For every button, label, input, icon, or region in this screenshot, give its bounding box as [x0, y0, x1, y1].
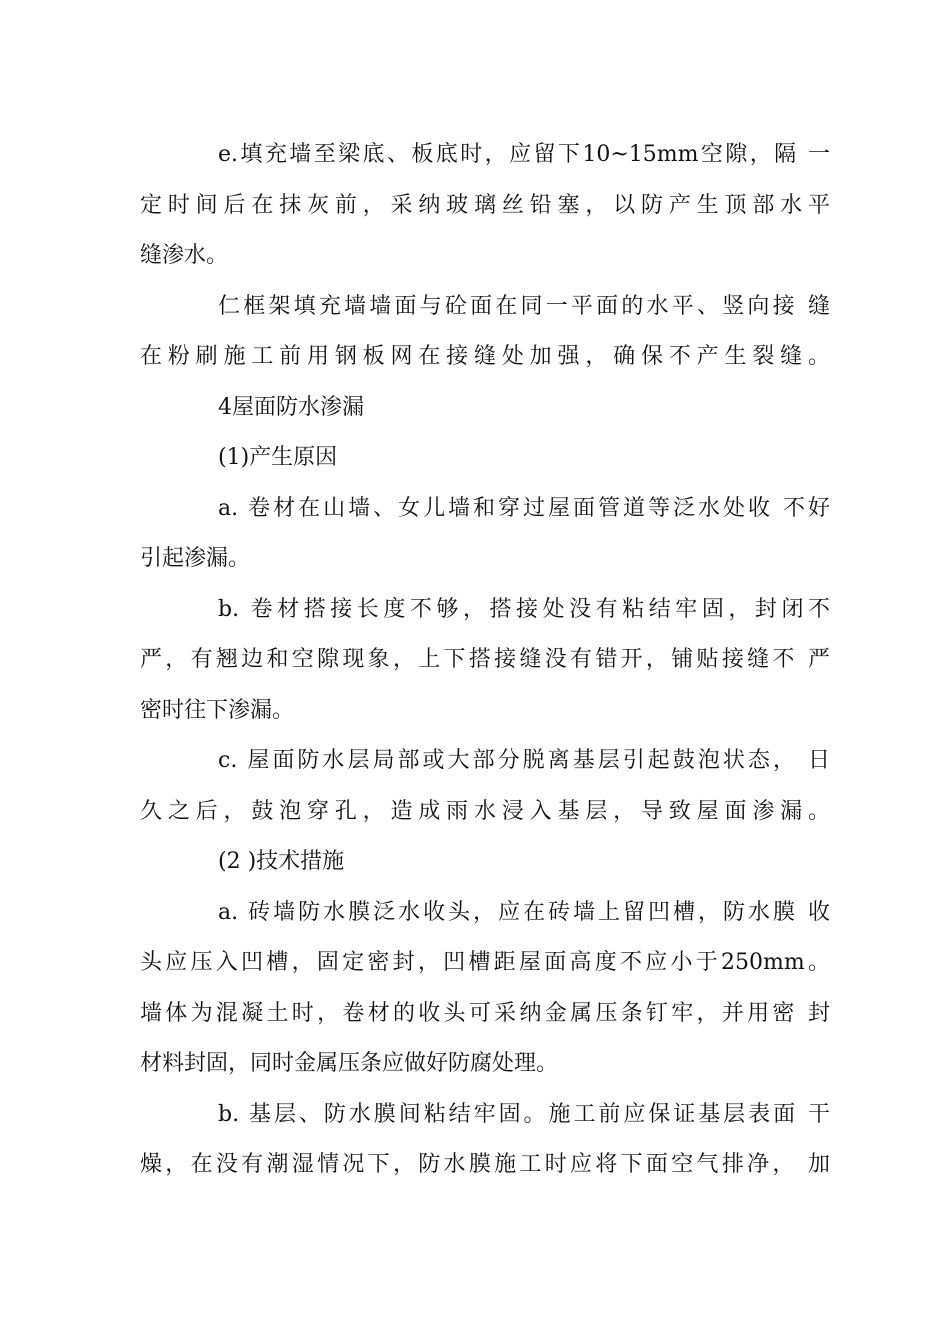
paragraph-c-line-1: c. 屋面防水层局部或大部分脱离基层引起鼓泡状态， 日	[218, 748, 830, 773]
measure-b-line-1: b. 基层、防水膜间粘结牢固。施工前应保证基层表面 干	[218, 1102, 830, 1127]
paragraph-b-line-3: 密时往下渗漏。	[140, 698, 295, 723]
paragraph-a-line-1: a. 卷材在山墙、女儿墙和穿过屋面管道等泛水处收 不好	[218, 496, 830, 521]
subheading-measures: (2 )技术措施	[218, 849, 345, 874]
paragraph-c-line-2: 久之后，鼓泡穿孔，造成雨水浸入基层，导致屋面渗漏。	[140, 799, 830, 824]
paragraph-frame-line-2: 在粉刷施工前用钢板网在接缝处加强，确保不产生裂缝。	[140, 344, 830, 369]
measure-a-line-3: 墙体为混凝土时，卷材的收头可采纳金属压条钉牢，并用密 封	[140, 1001, 830, 1026]
measure-b-line-2: 燥，在没有潮湿情况下，防水膜施工时应将下面空气排净， 加	[140, 1152, 830, 1177]
section-heading-roof-leak: 4屋面防水渗漏	[218, 395, 364, 420]
paragraph-e-line-1: e.填充墙至梁底、板底时，应留下10~15mm空隙，隔 一	[218, 142, 830, 167]
paragraph-b-line-2: 严，有翘边和空隙现象，上下搭接缝没有错开，铺贴接缝不 严	[140, 647, 830, 672]
paragraph-b-line-1: b. 卷材搭接长度不够，搭接处没有粘结牢固，封闭不	[218, 597, 830, 622]
measure-a-line-2: 头应压入凹槽，固定密封，凹槽距屋面高度不应小于250mm。	[140, 950, 830, 975]
paragraph-frame-line-1: 仁框架填充墙墙面与砼面在同一平面的水平、竖向接 缝	[218, 294, 830, 319]
subheading-causes: (1)产生原因	[218, 445, 338, 470]
paragraph-a-line-2: 引起渗漏。	[140, 546, 251, 571]
paragraph-e-line-2: 定时间后在抹灰前，采纳玻璃丝铅塞，以防产生顶部水平	[140, 193, 830, 218]
paragraph-e-line-3: 缝渗水。	[140, 243, 229, 268]
measure-a-line-4: 材料封固，同时金属压条应做好防腐处理。	[140, 1051, 559, 1076]
measure-a-line-1: a. 砖墙防水膜泛水收头，应在砖墙上留凹槽，防水膜 收	[218, 900, 830, 925]
